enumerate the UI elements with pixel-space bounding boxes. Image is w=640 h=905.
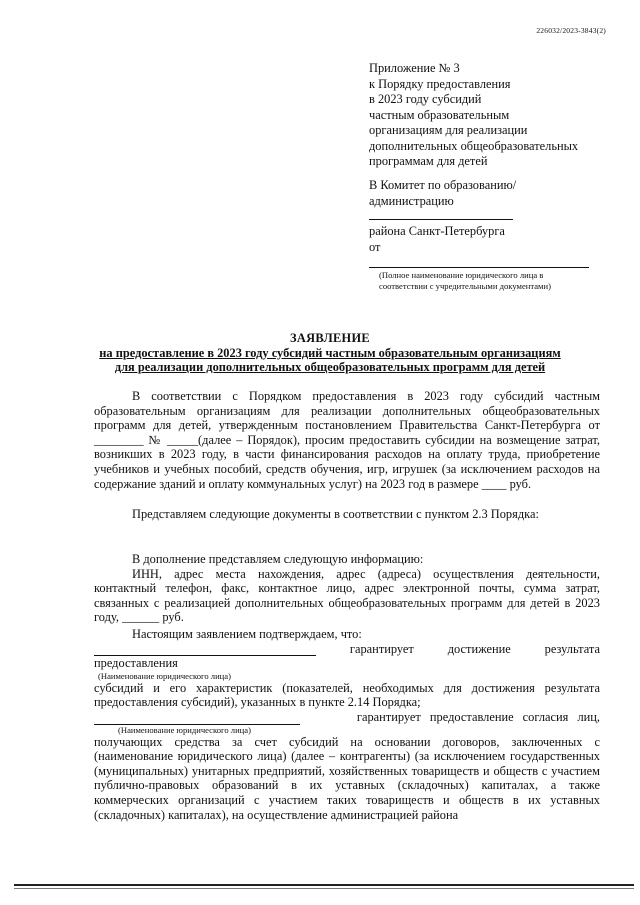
guarantees-consent: гарантирует предоставление согласия лиц,	[356, 709, 600, 724]
applicant-caption: (Полное наименование юридического лица в соответствии с учредительными документами)	[379, 270, 551, 292]
word-achievement: достижение	[447, 641, 511, 656]
entity-name-blank-2	[94, 712, 300, 725]
paragraph-contractors: получающих средства за счет субсидий на основании договоров, заключенных с (наименование юридического лица) (далее – контрагенты) (за исключением государственных (муниципальных) унитарных предприятий, хозяйственных товариществ и обществ с участием публично-правовых образований в их уставных (складочных) капиталах, а также коммерческих организаций с участием таких товариществ и обществ в их уставных (складочных) капиталах), на осуществление администрацией района	[94, 734, 600, 822]
addressee-administration: администрацию	[369, 193, 454, 208]
document-title	[60, 331, 600, 375]
title-subtitle-1: на предоставление в 2023 году субсидий частным образовательным организациям	[99, 345, 561, 360]
paragraph-additional-intro: В дополнение представляем следующую информацию:	[132, 552, 424, 566]
additional-info-block	[94, 552, 600, 625]
guarantee-row-1	[94, 642, 600, 657]
addressee-committee: В Комитет по образованию/	[369, 178, 517, 192]
paragraph-additional-info: ИНН, адрес места нахождения, адрес (адреса) осуществления деятельности, контактный телефон, факс, контактное лицо, адрес электронной почты, сумма затрат, связанных с реализацией дополнительных общеобразовательных программ для детей в 2023 году, ______ руб.	[94, 566, 600, 625]
applicant-blank-line	[369, 257, 589, 268]
document-number: 226032/2023-3843(2)	[536, 26, 606, 35]
appendix-line: организациям для реализации	[369, 123, 528, 137]
appendix-line: к Порядку предоставления	[369, 76, 511, 91]
appendix-line: программам для детей	[369, 154, 488, 168]
scan-bottom-edge-shadow	[14, 888, 634, 889]
district-blank-line	[369, 211, 513, 220]
guarantee-row-2	[94, 710, 600, 725]
word-result: результата	[544, 641, 600, 656]
addressee-block	[369, 178, 609, 292]
appendix-line: частным образовательным	[369, 107, 510, 122]
title-subtitle-2: для реализации дополнительных общеобразовательных программ для детей	[114, 360, 546, 374]
confirmation-block	[94, 627, 600, 822]
appendix-line: в 2023 году субсидий	[369, 92, 482, 106]
addressee-district: района Санкт-Петербурга	[369, 224, 505, 239]
word-guarantees: гарантирует	[349, 641, 414, 656]
appendix-line: дополнительных общеобразовательных	[369, 138, 579, 153]
paragraph-documents: Представляем следующие документы в соответствии с пунктом 2.3 Порядка:	[132, 507, 539, 521]
paragraph-request: В соответствии с Порядком предоставления в 2023 году субсидий частным образовательным организациям для реализации дополнительных общеобразовательных программ для детей, утвержденным постановлением Правительства Санкт-Петербурга от ________ № _____(далее – Порядок), просим предоставить субсидии на возмещение затрат, возникших в 2023 году, в части финансирования расходов на оплату труда, приобретение учебников и учебных пособий, средств обучения, игр, игрушек (за исключением расходов на содержание зданий и оплату коммунальных услуг) на 2023 год в размере ____ руб.	[94, 389, 600, 491]
paragraph-subsidy: субсидий и его характеристик (показателей, необходимых для достижения результата предоставления субсидий), указанных в пункте 2.14 Порядка;	[94, 680, 600, 710]
addressee-from: от	[369, 239, 381, 254]
appendix-block	[369, 61, 609, 170]
word-provision: предоставления	[94, 656, 178, 671]
title-main: ЗАЯВЛЕНИЕ	[290, 331, 370, 345]
entity-caption-1: (Наименование юридического лица)	[98, 670, 231, 681]
entity-caption-2: (Наименование юридического лица)	[118, 724, 251, 735]
scan-bottom-edge	[14, 884, 634, 886]
appendix-line: Приложение № 3	[369, 61, 460, 75]
paragraph-confirm: Настоящим заявлением подтверждаем, что:	[132, 627, 362, 641]
entity-name-blank	[94, 643, 316, 656]
